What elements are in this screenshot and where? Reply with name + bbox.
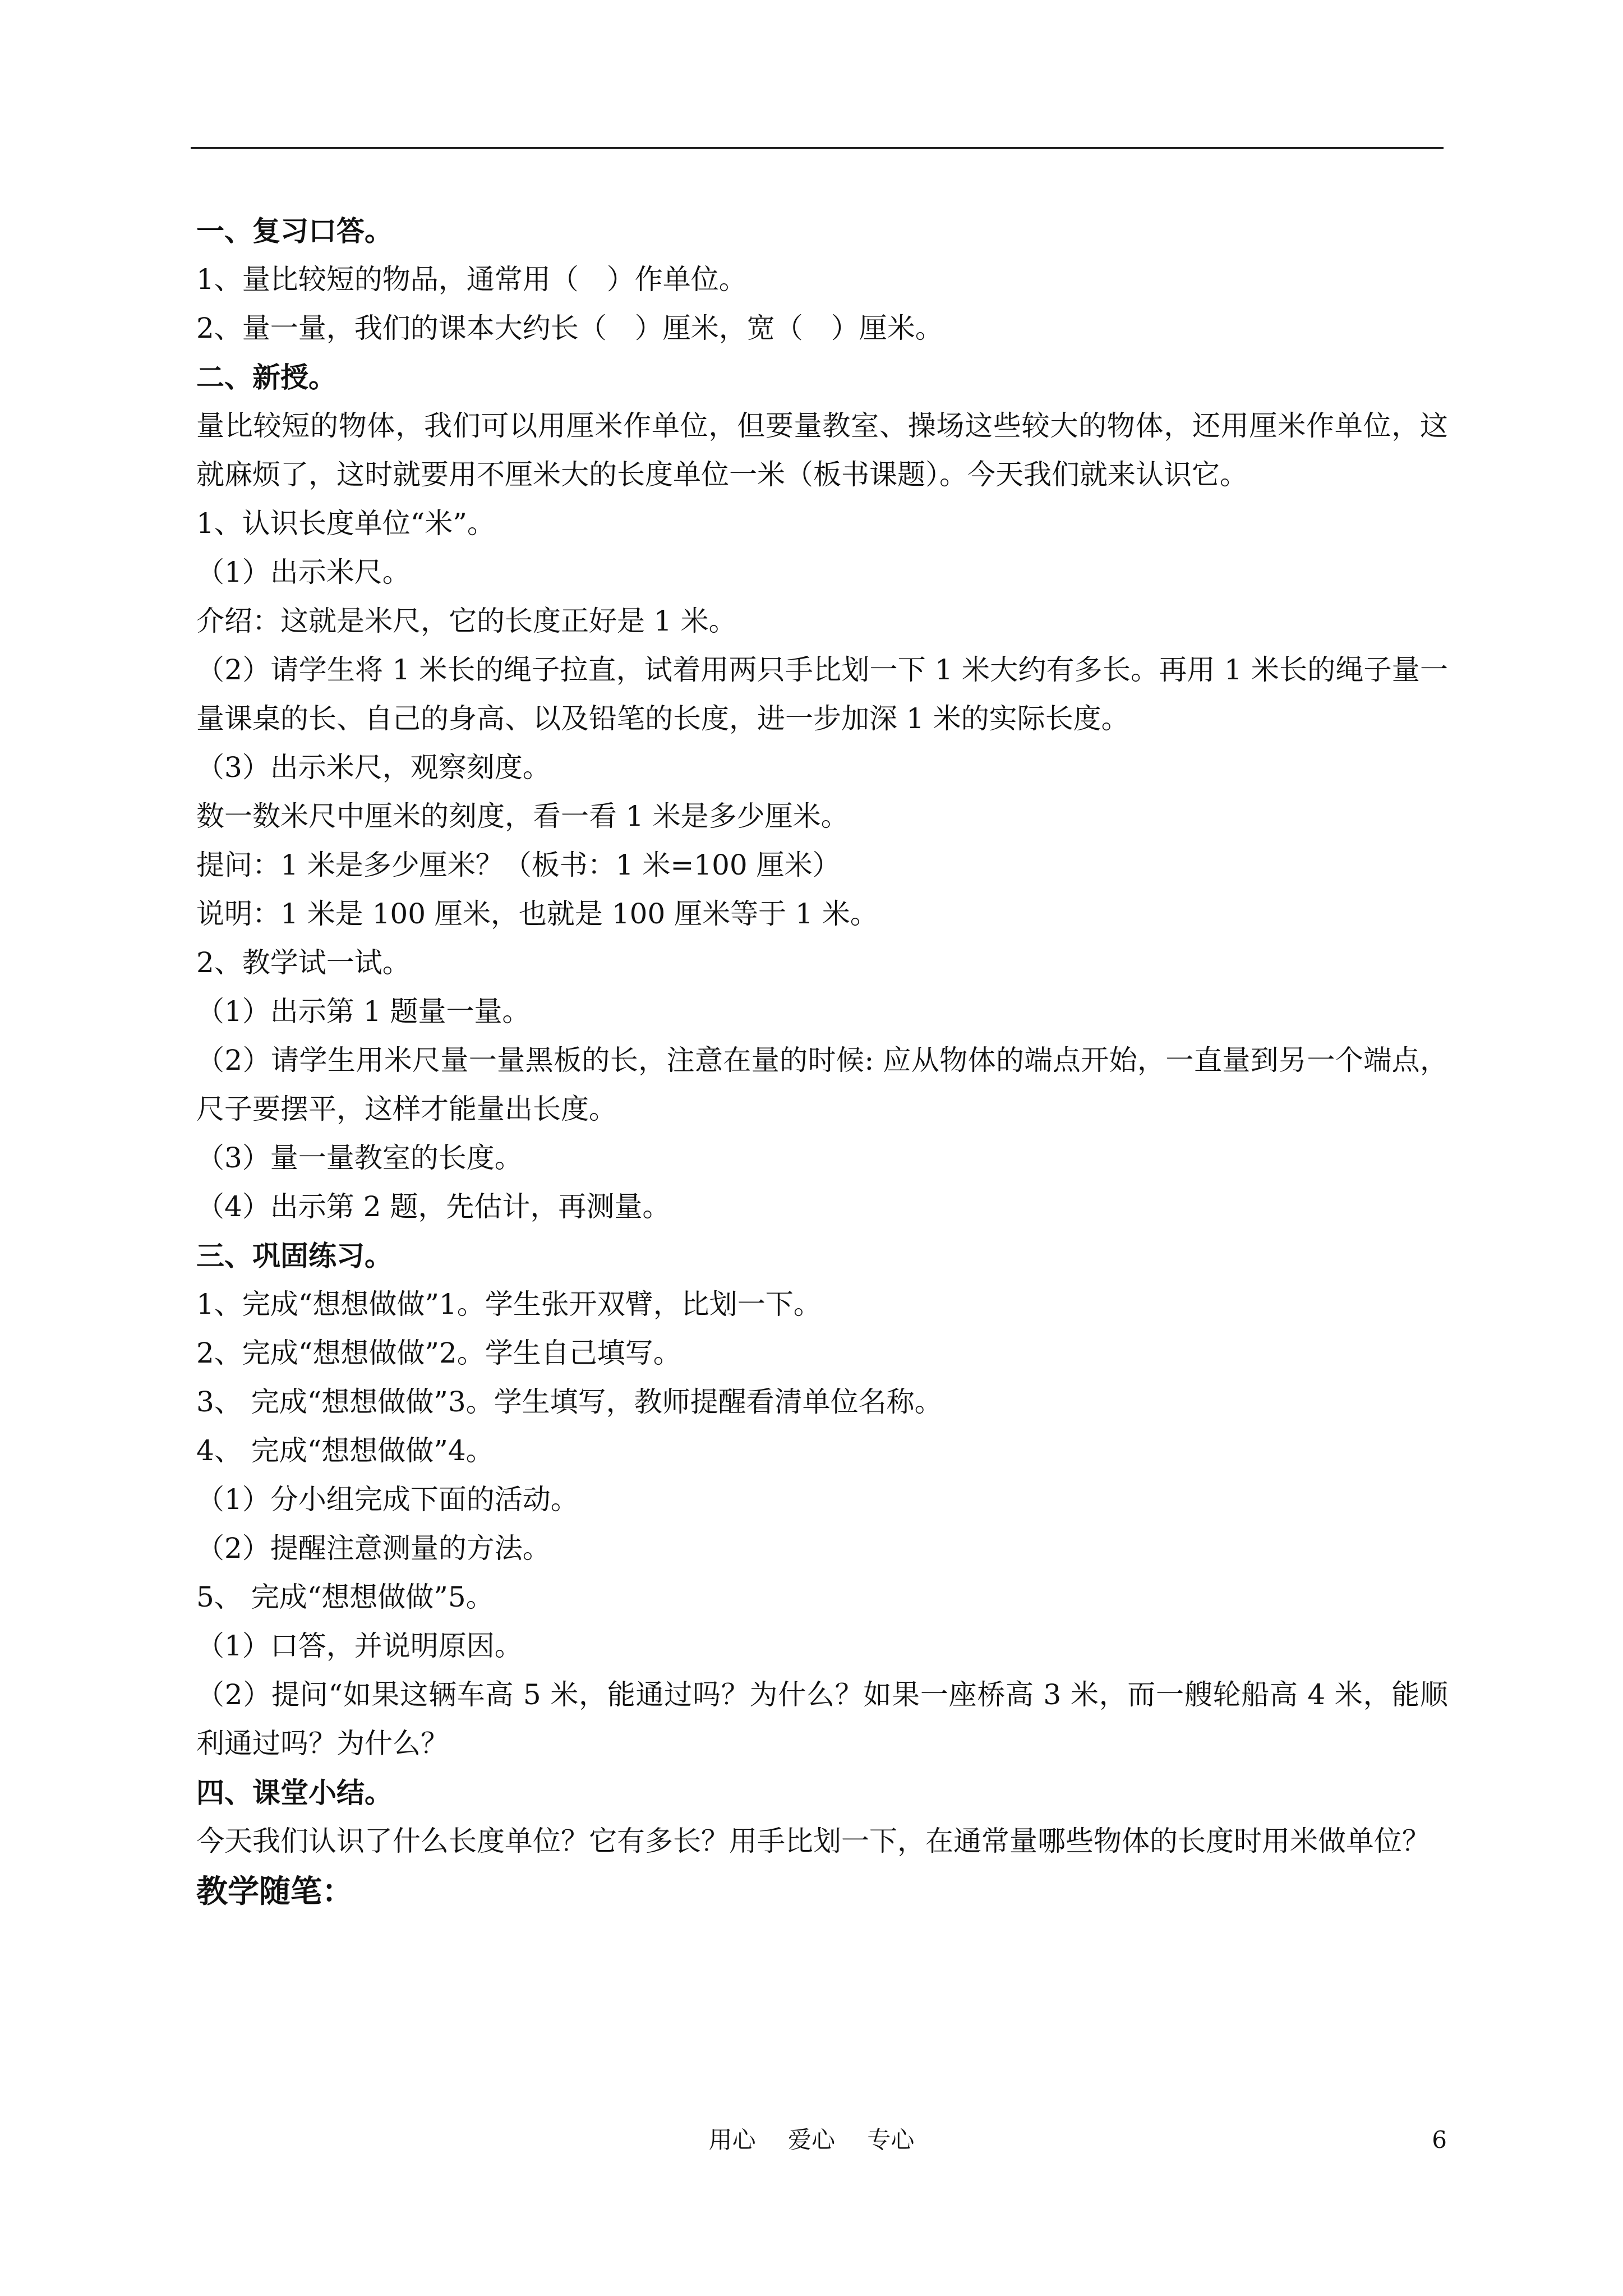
- footer-motto-word: 爱心: [787, 2126, 835, 2154]
- text-line: （1）出示第 1 题量一量。: [196, 995, 531, 1028]
- text-line: 1、量比较短的物品，通常用（ ）作单位。: [196, 263, 747, 296]
- text-line: 4、 完成“想想做做”4。: [196, 1434, 494, 1467]
- footer-motto-word: 专心: [867, 2126, 915, 2154]
- lesson-content: [196, 206, 1448, 1917]
- paragraph: （2）请学生用米尺量一量黑板的长，注意在量的时候: 应从物体的端点开始，一直量到另一个端点，尺子要摆平，这样才能量出长度。: [196, 1044, 1448, 1125]
- section-heading: 二、新授。: [196, 361, 336, 394]
- text-line: 1、完成“想想做做”1。学生张开双臂，比划一下。: [196, 1288, 822, 1320]
- text-line: （1）分小组完成下面的活动。: [196, 1483, 579, 1516]
- header-rule: [191, 147, 1444, 149]
- text-line: 数一数米尺中厘米的刻度，看一看 1 米是多少厘米。: [196, 800, 849, 832]
- paragraph: 量比较短的物体，我们可以用厘米作单位，但要量教室、操场这些较大的物体，还用厘米作单位，这就麻烦了，这时就要用不厘米大的长度单位一米（板书课题）。今天我们就来认识它。: [196, 409, 1448, 491]
- text-line: （3）量一量教室的长度。: [196, 1142, 523, 1174]
- text-line: 2、完成“想想做做”2。学生自己填写。: [196, 1337, 681, 1369]
- text-line: 3、 完成“想想做做”3。学生填写，教师提醒看清单位名称。: [196, 1386, 943, 1418]
- paragraph: （2）提问“如果这辆车高 5 米，能通过吗？为什么？如果一座桥高 3 米，而一艘轮船高 4 米，能顺利通过吗？为什么？: [196, 1678, 1448, 1760]
- section-heading: 三、巩固练习。: [196, 1239, 393, 1272]
- text-line: 2、量一量，我们的课本大约长（ ）厘米，宽（ ）厘米。: [196, 312, 943, 344]
- paragraph: （2）请学生将 1 米长的绳子拉直，试着用两只手比划一下 1 米大约有多长。再用 1 米长的绳子量一量课桌的长、自己的身高、以及铅笔的长度，进一步加深 1 米的实际长度。: [196, 654, 1448, 735]
- text-line: 介绍：这就是米尺，它的长度正好是 1 米。: [196, 605, 737, 637]
- text-line: （1）出示米尺。: [196, 556, 411, 588]
- section-heading: 一、复习口答。: [196, 214, 393, 247]
- text-line: （2）提醒注意测量的方法。: [196, 1532, 551, 1565]
- text-line: （1）口答，并说明原因。: [196, 1630, 523, 1662]
- text-line: （4）出示第 2 题，先估计，再测量。: [196, 1190, 671, 1223]
- section-heading: 四、课堂小结。: [196, 1776, 393, 1809]
- footer-motto-word: 用心: [708, 2126, 756, 2154]
- text-line: 提问：1 米是多少厘米？（板书：1 米=100 厘米）: [196, 849, 841, 881]
- page-number: 6: [1432, 2126, 1447, 2154]
- footer-motto: [0, 2123, 1623, 2157]
- text-line: 今天我们认识了什么长度单位？它有多长？用手比划一下，在通常量哪些物体的长度时用米做单位？: [196, 1825, 1430, 1857]
- teaching-notes-heading: 教学随笔：: [196, 1873, 353, 1910]
- text-line: （3）出示米尺，观察刻度。: [196, 751, 551, 784]
- text-line: 说明：1 米是 100 厘米，也就是 100 厘米等于 1 米。: [196, 898, 878, 930]
- text-line: 1、认识长度单位“米”。: [196, 507, 495, 540]
- text-line: 5、 完成“想想做做”5。: [196, 1581, 494, 1613]
- text-line: 2、教学试一试。: [196, 946, 411, 979]
